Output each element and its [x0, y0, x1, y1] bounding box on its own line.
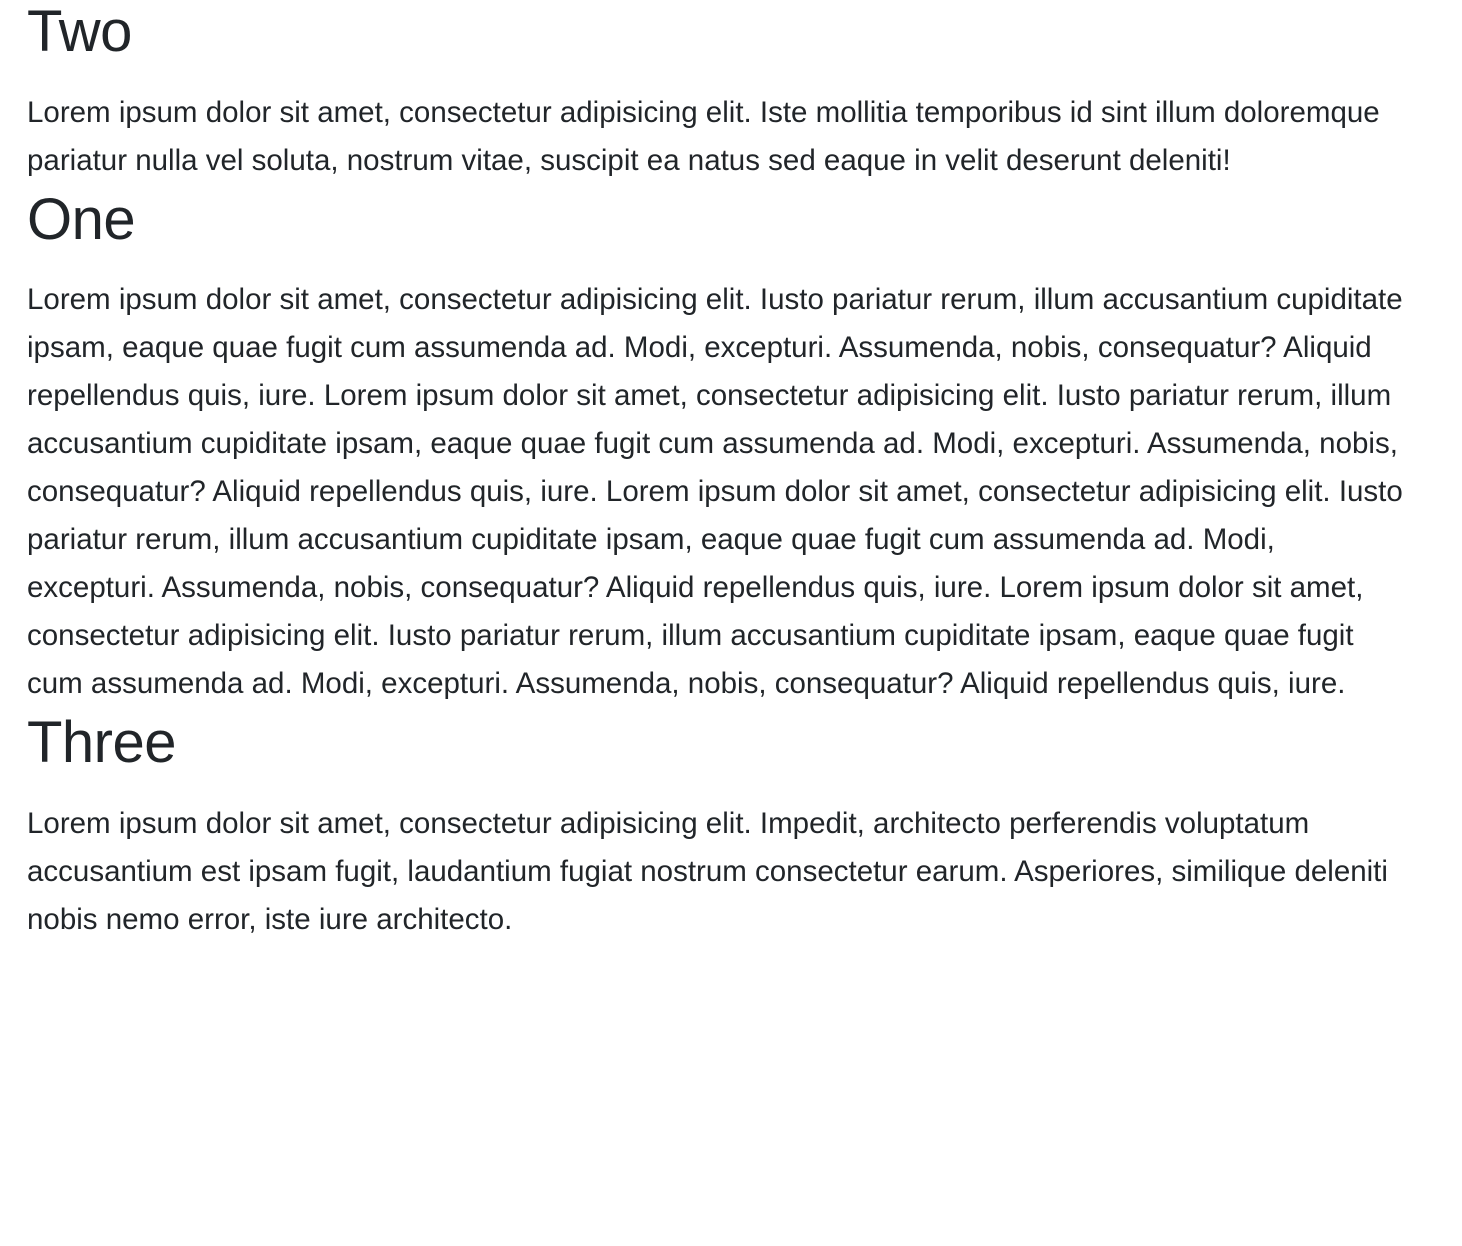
section-paragraph: Lorem ipsum dolor sit amet, consectetur adipisicing elit. Impedit, architecto perferendis voluptatum accusantium est ipsam fugit, laudantium fugiat nostrum consectetur earum. Asperiores, similique deleniti nobis nemo error, iste iure architecto.	[27, 806, 1388, 936]
section-two	[27, 0, 1407, 185]
page-content	[27, 0, 1407, 944]
section-heading: Three	[27, 710, 177, 776]
section-paragraph: Lorem ipsum dolor sit amet, consectetur adipisicing elit. Iste mollitia temporibus id sint illum doloremque pariatur nulla vel soluta, nostrum vitae, suscipit ea natus sed eaque in velit deserunt deleniti!	[27, 95, 1380, 177]
section-one	[27, 185, 1407, 709]
section-heading: One	[27, 186, 136, 252]
section-three	[27, 708, 1407, 944]
section-heading: Two	[27, 0, 132, 64]
section-paragraph: Lorem ipsum dolor sit amet, consectetur adipisicing elit. Iusto pariatur rerum, illum accusantium cupiditate ipsam, eaque quae fugit cum assumenda ad. Modi, excepturi. Assumenda, nobis, consequatur? Aliquid repellendus quis, iure. Lorem ipsum dolor sit amet, consectetur adipisicing elit. Iusto pariatur rerum, illum accusantium cupiditate ipsam, eaque quae fugit cum assumenda ad. Modi, excepturi. Assumenda, nobis, consequatur? Aliquid repellendus quis, iure. Lorem ipsum dolor sit amet, consectetur adipisicing elit. Iusto pariatur rerum, illum accusantium cupiditate ipsam, eaque quae fugit cum assumenda ad. Modi, excepturi. Assumenda, nobis, consequatur? Aliquid repellendus quis, iure. Lorem ipsum dolor sit amet, consectetur adipisicing elit. Iusto pariatur rerum, illum accusantium cupiditate ipsam, eaque quae fugit cum assumenda ad. Modi, excepturi. Assumenda, nobis, consequatur? Aliquid repellendus quis, iure.	[27, 283, 1403, 701]
